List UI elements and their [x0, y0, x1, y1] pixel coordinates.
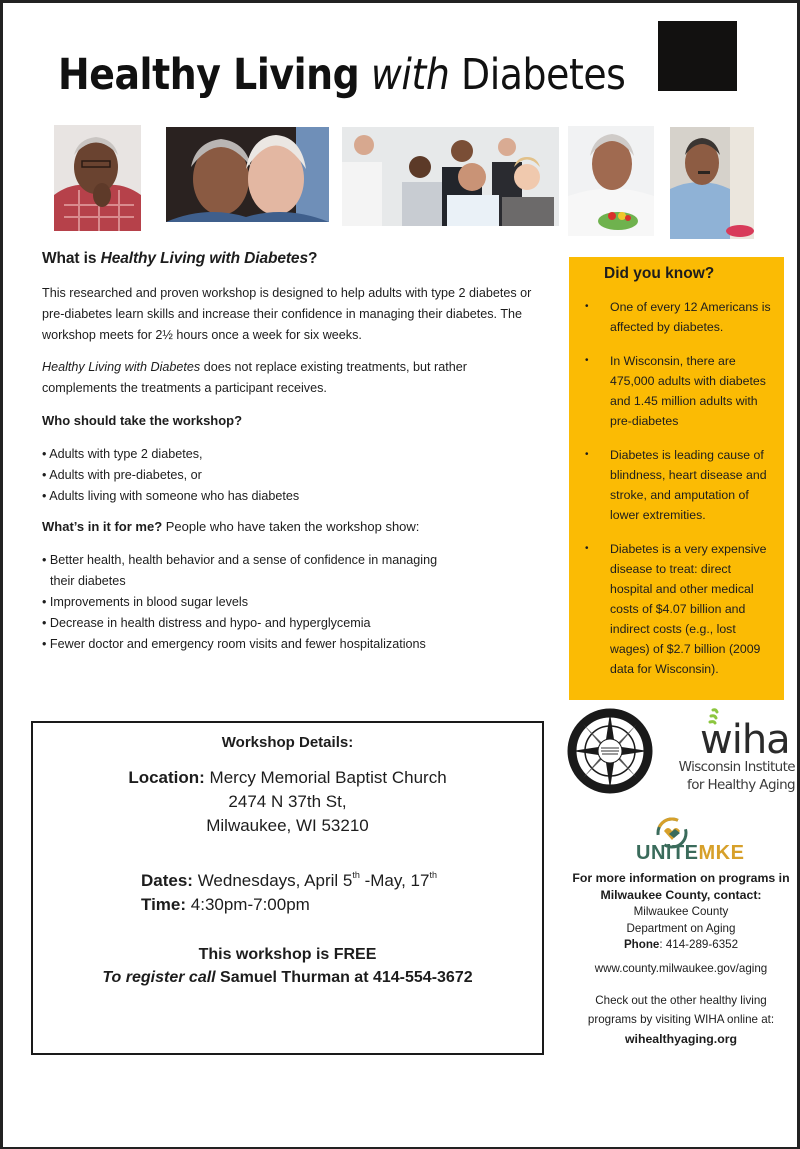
org-name-line-1: Milwaukee County [633, 905, 729, 918]
contact-info [572, 870, 790, 1046]
workshop-details-box [31, 721, 544, 1055]
wiha-logo-word: wiha [700, 717, 790, 763]
black-placeholder-box [658, 21, 737, 91]
bullet-icon: • [585, 301, 589, 312]
disclaimer-paragraph: Healthy Living with Diabetes does not replace existing treatments, but rather complements the treatments a participant receives. [42, 360, 467, 395]
list-item: • Improvements in blood sugar levels [42, 595, 249, 609]
workshop-time: Time: 4:30pm-7:00pm [141, 895, 310, 914]
contact-phone: Phone: 414-289-6352 [623, 938, 739, 951]
bullet-icon: • [585, 543, 589, 554]
list-item-continuation: their diabetes [50, 574, 126, 588]
who-list [42, 444, 542, 507]
list-item: • Fewer doctor and emergency room visits and fewer hospitalizations [42, 637, 426, 651]
wiha-logo-subtitle: Wisconsin Institute for Healthy Aging [678, 759, 795, 793]
intro-heading: What is Healthy Living with Diabetes? [42, 250, 318, 267]
photo-woman-salad [568, 126, 654, 236]
page-title [58, 50, 625, 100]
org-name-line-2: Department on Aging [626, 921, 736, 935]
photo-group-professionals [342, 127, 559, 226]
list-item: • Adults with pre-diabetes, or [42, 468, 202, 482]
free-notice: This workshop is FREE [198, 946, 377, 963]
did-you-know-box [569, 257, 784, 700]
list-item: • Adults with type 2 diabetes, [42, 447, 203, 461]
photo-two-older-women [166, 127, 329, 222]
photo-man-blue-shirt [670, 127, 754, 239]
title-italic: with [370, 50, 450, 100]
address-line-2: Milwaukee, WI 53210 [206, 816, 369, 835]
fact-item: • In Wisconsin, there are 475,000 adults with diabetes and 1.45 million adults with pre-diabetes [585, 351, 772, 431]
workshop-dates: Dates: Wednesdays, April 5th -May, 17th [141, 870, 437, 890]
unitemke-logo: UNiTEMKE [636, 842, 745, 864]
bullet-icon: • [585, 355, 589, 366]
list-item: • Adults living with someone who has diabetes [42, 489, 300, 503]
workshop-schedule [33, 863, 542, 917]
register-info: To register call Samuel Thurman at 414-554-3672 [102, 969, 473, 986]
list-item: • Better health, health behavior and a sense of confidence in managing [42, 553, 438, 567]
list-item: • Decrease in health distress and hypo- and hyperglycemia [42, 616, 371, 630]
title-regular: Diabetes [460, 50, 626, 100]
who-heading: Who should take the workshop? [42, 413, 243, 428]
wiha-site-link[interactable]: wihealthyaging.org [624, 1031, 738, 1046]
did-you-know-title: Did you know? [604, 265, 715, 282]
intro-paragraph: This researched and proven workshop is designed to help adults with type 2 diabetes or pre-diabetes learn skills and increase their confidence in managing their diabetes. The workshop meets for 2½ hours once a week for six weeks. [42, 286, 532, 342]
fact-item: • One of every 12 Americans is affected by diabetes. [585, 297, 772, 337]
main-content [42, 248, 542, 664]
fact-item: • Diabetes is leading cause of blindness, heart disease and stroke, and amputation of lower extremities. [585, 445, 772, 525]
fact-item: • Diabetes is a very expensive disease to treat: direct hospital and other medical costs of $4.07 billion and indirect costs (e.g., lost wages) of $2.7 billion (2009 data for Wisconsin). [585, 539, 772, 679]
photo-older-man [54, 125, 141, 231]
bullet-icon: • [585, 449, 589, 460]
workshop-details-heading: Workshop Details: [221, 734, 354, 751]
title-bold: Healthy Living [58, 50, 360, 100]
workshop-location: Location: Mercy Memorial Baptist Church 2474 N 37th St, Milwaukee, WI 53210 [33, 766, 542, 838]
benefits-list [42, 550, 542, 655]
wiha-prompt: Check out the other healthy living programs by visiting WIHA online at: [587, 993, 775, 1026]
aging-url-link[interactable]: www.county.milwaukee.gov/aging [594, 961, 768, 975]
benefits-heading: What’s in it for me? People who have taken the workshop show: [42, 519, 420, 534]
address-line-1: 2474 N 37th St, [228, 792, 347, 811]
contact-heading: For more information on programs in Milwaukee County, contact: [572, 871, 790, 902]
